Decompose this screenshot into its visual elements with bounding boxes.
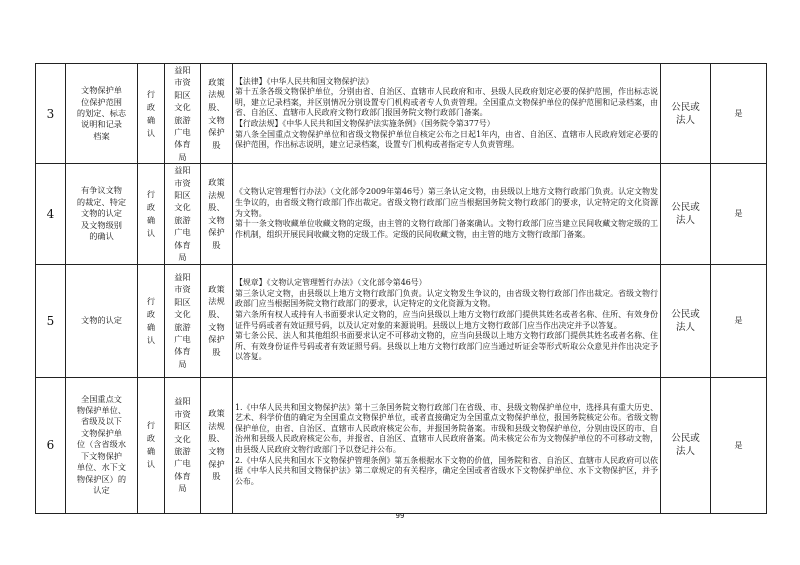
- row-number: 6: [36, 377, 66, 513]
- flag-yes: 是: [711, 64, 767, 164]
- item-unit-text: 政策法规股、文物保护股: [208, 283, 225, 357]
- row-number: 3: [36, 64, 66, 164]
- item-department-text: 益阳市资阳区文化旅游广电体育局: [174, 271, 191, 369]
- legal-basis-paragraph: 第十一条文物收藏单位收藏文物的定级，由主管的文物行政部门备案确认。文物行政部门应当建立民间收藏文物定级的工作机制，组织开展民间收藏文物的定级工作。定级的民间收藏文物，由主管的地方文物行政部门备案。: [235, 219, 658, 239]
- item-name-line: 文物的认定: [81, 314, 122, 325]
- item-name-line: 下文物保护: [81, 450, 122, 461]
- page-number: 99: [395, 512, 405, 520]
- item-name-line: 文物保护单: [81, 427, 122, 438]
- legal-basis: [233, 64, 661, 164]
- item-name-line: 物保护单位、: [76, 405, 127, 416]
- item-type: [138, 164, 165, 264]
- item-name-line: 物保护区）的: [76, 473, 127, 484]
- legal-basis-paragraph: 1.《中华人民共和国文物保护法》第十三条国务院文物行政部门在省级、市、县级文物保护单位中，选择具有重大历史、艺术、科学价值的确定为全国重点文物保护单位，或者直接确定为全国重点文物保护单位，报国务院核定公布。省级文物保护单位，由省、自治区、直辖市人民政府核定公布，并报国务院备案。市级和县级文物保护单位，分别由设区的市、自治州和县级人民政府核定公布，并报省、自治区、直辖市人民政府备案。尚未核定公布为文物保护单位的不可移动文物，由县级人民政府文物行政部门予以登记并公布。: [235, 402, 658, 454]
- item-unit: [201, 377, 233, 513]
- legal-basis-paragraph: 第八条全国重点文物保护单位和省级文物保护单位自核定公布之日起1年内，由省、自治区、直辖市人民政府划定必要的保护范围，作出标志说明，建立记录档案，设置专门机构或者指定专人负责管理。: [235, 129, 658, 150]
- subject: [661, 377, 711, 513]
- item-name-line: 认定: [93, 484, 110, 495]
- item-department: [165, 64, 201, 164]
- subject-text: 公民或法人: [671, 433, 700, 457]
- item-name-line: 的划定、标志: [76, 107, 127, 118]
- item-type: [138, 264, 165, 377]
- legal-basis-paragraph: 第三条认定文物，由县级以上地方文物行政部门负责。认定文物发生争议的，由省级文物行政部门作出裁定。省级文物行政部门应当根据国务院文物行政部门的要求，认定特定的文化资源为文物。: [235, 288, 658, 309]
- item-name-line: 说明和记录: [81, 119, 122, 130]
- item-name: [66, 264, 138, 377]
- flag-yes: 是: [711, 264, 767, 377]
- legal-basis-paragraph: 2.《中华人民共和国水下文物保护管理条例》第五条根据水下文物的价值，国务院和省、自治区、直辖市人民政府可以依据《中华人民共和国文物保护法》第二章规定的有关程序，确定全国或者省级水下文物保护单位、水下文物保护区，并予公布。: [235, 455, 658, 486]
- item-unit-text: 政策法规股、文物保护股: [208, 76, 225, 150]
- item-name-line: 及文物级别: [81, 219, 122, 230]
- item-department: [165, 264, 201, 377]
- item-name: [66, 377, 138, 513]
- item-name: [66, 164, 138, 264]
- item-type-text: 行政确认: [146, 295, 156, 345]
- flag-yes: 是: [711, 164, 767, 264]
- item-name-line: 的确认: [89, 230, 114, 241]
- item-type-text: 行政确认: [146, 88, 156, 138]
- item-name: [66, 64, 138, 164]
- item-type-text: 行政确认: [146, 420, 156, 469]
- flag-yes: 是: [711, 377, 767, 513]
- legal-basis-paragraph: 【规章】《文物认定管理暂行办法》（文化部令第46号）: [235, 278, 427, 288]
- item-name-line: 有争议文物: [81, 185, 122, 196]
- item-name-line: 位（含省级水: [76, 439, 127, 450]
- item-department: [165, 164, 201, 264]
- item-name-line: 档案: [93, 130, 110, 141]
- item-name-line: 文物的认定: [81, 208, 122, 219]
- item-name-line: 文物保护单: [81, 85, 122, 96]
- item-type-text: 行政确认: [146, 188, 156, 238]
- legal-basis-paragraph: 【行政法规】《中华人民共和国文物保护法实施条例》（国务院令第377号）: [235, 118, 495, 128]
- item-department: [165, 377, 201, 513]
- items-table: [35, 63, 767, 514]
- subject: [661, 164, 711, 264]
- item-unit: [201, 264, 233, 377]
- item-department-text: 益阳市资阳区文化旅游广电体育局: [174, 396, 191, 494]
- item-name-line: 位保护范围: [81, 96, 122, 107]
- item-name-line: 全国重点文: [81, 393, 122, 404]
- item-type: [138, 377, 165, 513]
- item-unit: [201, 164, 233, 264]
- row-number: 5: [36, 264, 66, 377]
- subject-text: 公民或法人: [671, 101, 700, 126]
- legal-basis: [233, 164, 661, 264]
- item-type: [138, 64, 165, 164]
- row-number: 4: [36, 164, 66, 264]
- subject-text: 公民或法人: [671, 201, 700, 226]
- item-unit-text: 政策法规股、文物保护股: [208, 177, 225, 251]
- table-row: [36, 164, 767, 264]
- legal-basis-paragraph: 第十五条各级文物保护单位，分别由省、自治区、直辖市人民政府和市、县级人民政府划定必要的保护范围，作出标志说明，建立记录档案，并区别情况分别设置专门机构或者专人负责管理。全国重点文物保护单位的保护范围和记录档案，由省、自治区、直辖市人民政府文物行政部门报国务院文物行政部门备案。: [235, 87, 658, 118]
- item-department-text: 益阳市资阳区文化旅游广电体育局: [174, 165, 191, 263]
- table-row: [36, 264, 767, 377]
- table-row: [36, 377, 767, 513]
- item-department-text: 益阳市资阳区文化旅游广电体育局: [174, 65, 191, 162]
- legal-basis: [233, 264, 661, 377]
- legal-basis-paragraph: 《文物认定管理暂行办法》（文化部令2009年第46号）第三条认定文物，由县级以上地方文物行政部门负责。认定文物发生争议的，由省级文物行政部门作出裁定。省级文物行政部门应当根据国务院文物行政部门的要求，认定特定的文化资源为文物。: [235, 187, 658, 218]
- legal-basis: [233, 377, 661, 513]
- item-name-line: 省级及以下: [81, 416, 122, 427]
- item-name-line: 单位、水下文: [76, 462, 127, 473]
- subject: [661, 264, 711, 377]
- table-row: [36, 64, 767, 164]
- item-unit-text: 政策法规股、文物保护股: [208, 408, 225, 482]
- item-name-line: 的裁定、特定: [76, 196, 127, 207]
- legal-basis-paragraph: 【法律】《中华人民共和国文物保护法》: [235, 76, 374, 86]
- legal-basis-paragraph: 第七条公民、法人和其他组织书面要求认定不可移动文物的，应当向县级以上地方文物行政部门提供其姓名或者名称、住所、有效身份证件号码或者有效证照号码。县级以上地方文物行政部门应当通过听证会等形式听取公众意见并作出决定予以答复。: [235, 331, 658, 362]
- item-unit: [201, 64, 233, 164]
- subject-text: 公民或法人: [671, 308, 700, 333]
- subject: [661, 64, 711, 164]
- legal-basis-paragraph: 第六条所有权人或持有人书面要求认定文物的，应当向县级以上地方文物行政部门提供其姓名或者名称、住所、有效身份证件号码或者有效证照号码，以及认定对象的来源说明。县级以上地方文物行政部门应当作出决定并予以答复。: [235, 309, 658, 330]
